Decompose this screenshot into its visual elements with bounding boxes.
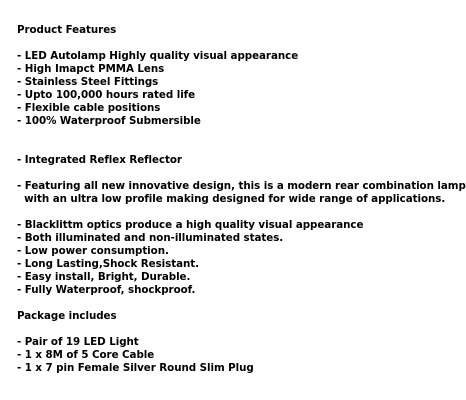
optics-item: - Low power consumption. (17, 245, 169, 257)
package-item: - Pair of 19 LED Light (17, 336, 139, 348)
feature-item: - High Imapct PMMA Lens (17, 63, 165, 75)
package-includes-heading: Package includes (17, 310, 117, 322)
feature-item: - Upto 100,000 hours rated life (17, 89, 196, 101)
design-description-line: with an ultra low profile making designed for wide range of applications. (17, 193, 446, 205)
design-description-line: - Featuring all new innovative design, this is a modern rear combination lamp (17, 180, 466, 192)
package-item: - 1 x 8M of 5 Core Cable (17, 349, 155, 361)
optics-item: - Long Lasting,Shock Resistant. (17, 258, 200, 270)
feature-item: - 100% Waterproof Submersible (17, 115, 201, 127)
feature-item: - Stainless Steel Fittings (17, 76, 159, 88)
feature-item: - LED Autolamp Highly quality visual appearance (17, 50, 299, 62)
package-item: - 1 x 7 pin Female Silver Round Slim Plug (17, 362, 254, 374)
product-features-heading: Product Features (17, 24, 117, 36)
optics-item: - Fully Waterproof, shockproof. (17, 284, 196, 296)
optics-item: - Blacklittm optics produce a high quality visual appearance (17, 219, 364, 231)
optics-item: - Both illuminated and non-illuminated states. (17, 232, 284, 244)
feature-item: - Flexible cable positions (17, 102, 161, 114)
optics-item: - Easy install, Bright, Durable. (17, 271, 191, 283)
reflector-item: - Integrated Reflex Reflector (17, 154, 182, 166)
